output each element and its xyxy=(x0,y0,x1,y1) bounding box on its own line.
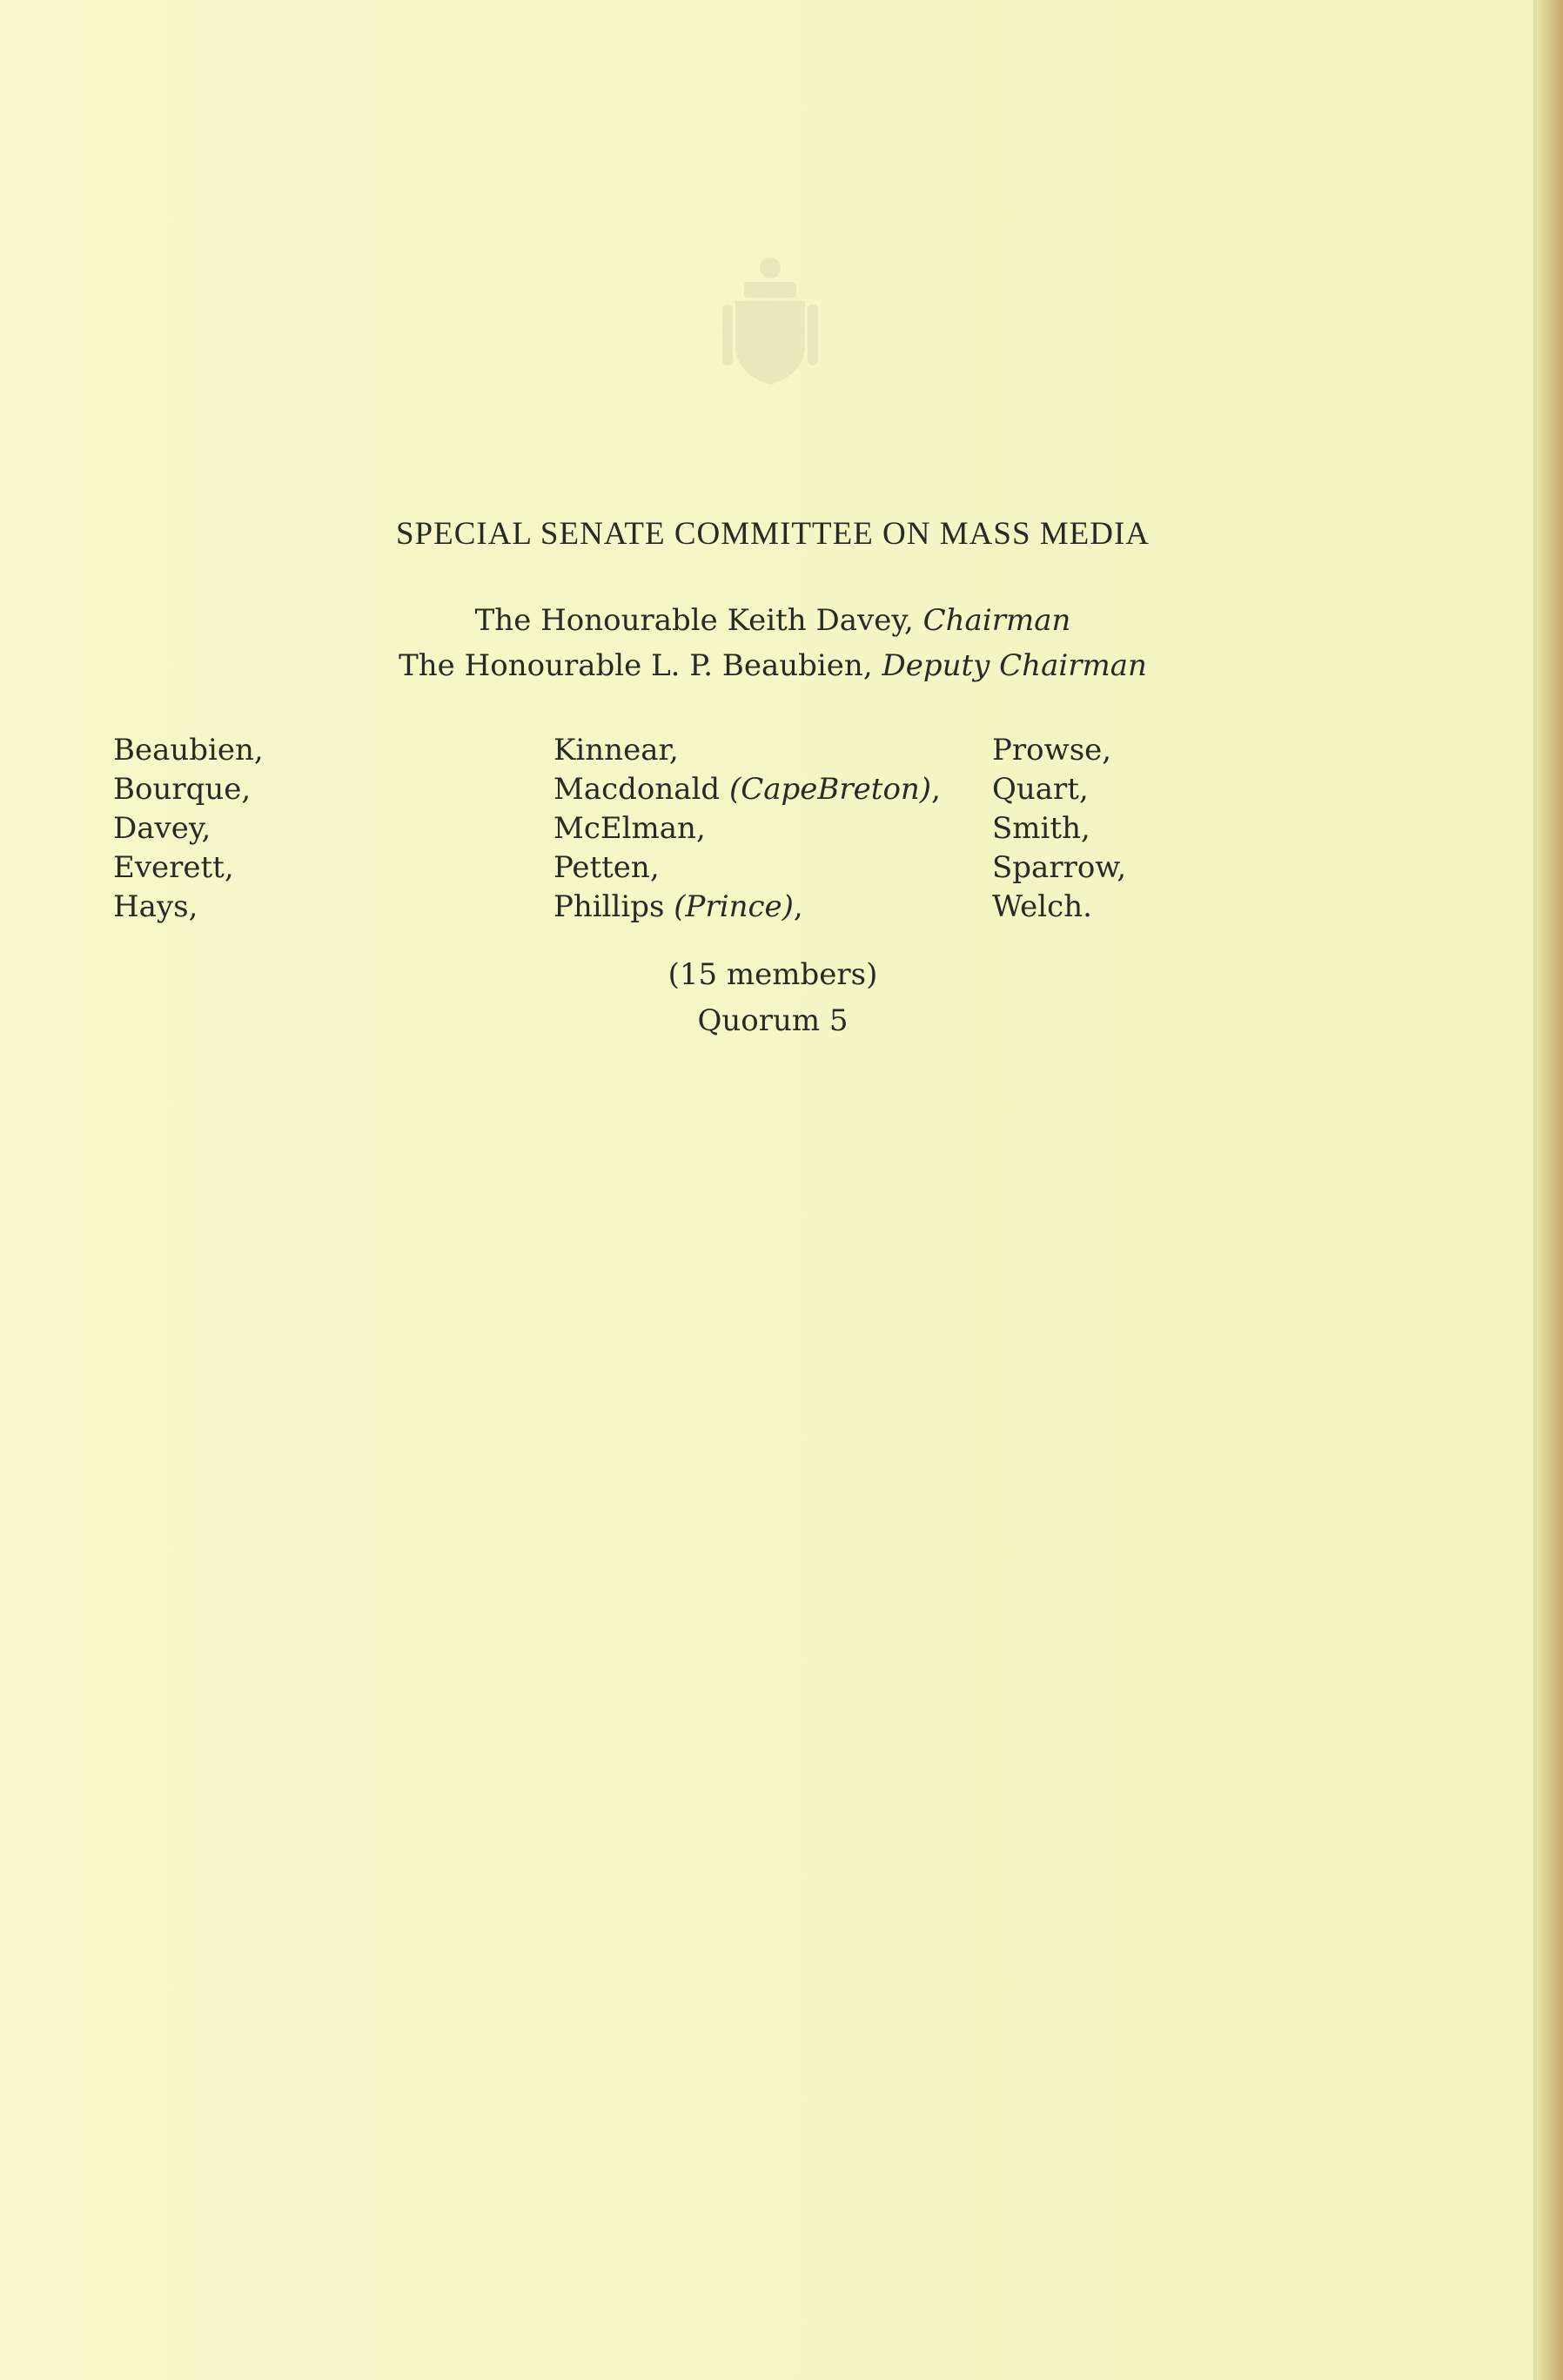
member-name: Smith, xyxy=(992,811,1090,846)
member-name: Kinnear, xyxy=(553,733,679,768)
member-entry xyxy=(553,848,941,888)
member-count: (15 members) xyxy=(667,957,878,992)
member-name: McElman, xyxy=(553,811,706,846)
member-constituency: (CapeBreton) xyxy=(728,772,932,807)
member-separator: , xyxy=(793,889,803,924)
deputy-chairman-role: Deputy Chairman xyxy=(882,648,1147,683)
chairman-line xyxy=(0,603,1546,638)
chairman-name: The Honourable Keith Davey, xyxy=(474,603,914,638)
member-entry xyxy=(553,888,941,927)
member-name: Hays, xyxy=(113,889,198,924)
member-name: Everett, xyxy=(113,850,234,885)
member-name: Welch. xyxy=(992,889,1092,924)
member-name: Bourque, xyxy=(113,772,252,807)
page-spine xyxy=(1537,0,1563,2380)
member-entry xyxy=(553,731,941,770)
committee-title: SPECIAL SENATE COMMITTEE ON MASS MEDIA xyxy=(395,516,1150,552)
quorum: Quorum 5 xyxy=(697,1003,849,1038)
deputy-chairman-line xyxy=(0,648,1546,683)
member-name: Sparrow, xyxy=(992,850,1127,885)
member-name: Macdonald xyxy=(553,772,721,807)
member-entry xyxy=(553,770,941,809)
member-name: Beaubien, xyxy=(113,733,264,768)
member-name: Quart, xyxy=(992,772,1089,807)
deputy-chairman-name: The Honourable L. P. Beaubien, xyxy=(399,648,873,683)
members-column-1 xyxy=(113,731,264,927)
chairman-role: Chairman xyxy=(922,603,1071,638)
member-name: Petten, xyxy=(553,850,660,885)
members-column-3 xyxy=(992,731,1126,927)
member-entry xyxy=(553,809,941,848)
member-name: Davey, xyxy=(113,811,211,846)
member-name: Phillips xyxy=(553,889,665,924)
member-name: Prowse, xyxy=(992,733,1112,768)
member-separator: , xyxy=(931,772,941,807)
member-constituency: (Prince) xyxy=(674,889,794,924)
members-column-2 xyxy=(553,731,941,927)
